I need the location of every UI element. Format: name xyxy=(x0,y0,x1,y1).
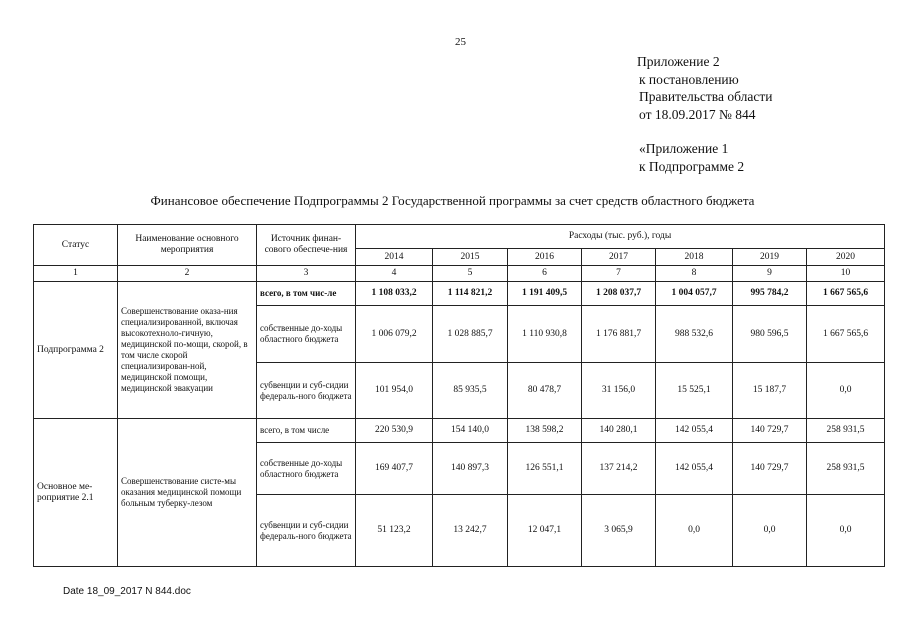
value-cell: 1 110 930,8 xyxy=(508,306,582,363)
footer-filename: Date 18_09_2017 N 844.doc xyxy=(63,586,191,597)
value-cell: 0,0 xyxy=(656,495,733,567)
column-number: 3 xyxy=(257,266,356,282)
value-cell: 1 208 037,7 xyxy=(582,282,656,306)
column-number: 2 xyxy=(118,266,257,282)
year-header: 2015 xyxy=(433,249,508,266)
value-cell: 140 729,7 xyxy=(733,443,807,495)
value-cell: 1 028 885,7 xyxy=(433,306,508,363)
value-cell: 258 931,5 xyxy=(807,443,885,495)
table-row xyxy=(34,419,885,443)
value-cell: 1 108 033,2 xyxy=(356,282,433,306)
source-cell: субвенции и суб-сидии федераль-ного бюджета xyxy=(257,495,356,567)
value-cell: 980 596,5 xyxy=(733,306,807,363)
value-cell: 995 784,2 xyxy=(733,282,807,306)
value-cell: 140 280,1 xyxy=(582,419,656,443)
table-row xyxy=(34,282,885,306)
column-number: 5 xyxy=(433,266,508,282)
source-cell: субвенции и суб-сидии федераль-ного бюджета xyxy=(257,363,356,419)
value-cell: 1 667 565,6 xyxy=(807,306,885,363)
appendix-line: к Подпрограмме 2 xyxy=(639,158,745,174)
column-number: 9 xyxy=(733,266,807,282)
value-cell: 220 530,9 xyxy=(356,419,433,443)
value-cell: 0,0 xyxy=(807,495,885,567)
value-cell: 51 123,2 xyxy=(356,495,433,567)
event-cell: Совершенствование оказа-ния специализированной, включая высокотехноло-гичную, медицинской по-мощи, скорой, в том числе скорой специализирован-ной, медицинской помощи, медицинской эвакуации xyxy=(118,282,257,419)
year-header: 2014 xyxy=(356,249,433,266)
event-cell: Совершенствование систе-мы оказания медицинской помощи больным туберку-лезом xyxy=(118,419,257,567)
value-cell: 140 729,7 xyxy=(733,419,807,443)
page-number: 25 xyxy=(455,36,466,48)
year-header: 2019 xyxy=(733,249,807,266)
appendix-block xyxy=(637,53,772,175)
appendix-line: «Приложение 1 xyxy=(639,141,729,156)
value-cell: 1 004 057,7 xyxy=(656,282,733,306)
year-header: 2020 xyxy=(807,249,885,266)
status-cell: Подпрограмма 2 xyxy=(34,282,118,419)
value-cell: 15 187,7 xyxy=(733,363,807,419)
year-header: 2018 xyxy=(656,249,733,266)
value-cell: 101 954,0 xyxy=(356,363,433,419)
appendix-line: к постановлению xyxy=(639,71,739,87)
value-cell: 80 478,7 xyxy=(508,363,582,419)
value-cell: 142 055,4 xyxy=(656,419,733,443)
year-header: 2017 xyxy=(582,249,656,266)
source-cell: собственные до-ходы областного бюджета xyxy=(257,443,356,495)
value-cell: 138 598,2 xyxy=(508,419,582,443)
value-cell: 142 055,4 xyxy=(656,443,733,495)
value-cell: 154 140,0 xyxy=(433,419,508,443)
header-event: Наименование основного мероприятия xyxy=(118,225,257,266)
value-cell: 1 176 881,7 xyxy=(582,306,656,363)
value-cell: 137 214,2 xyxy=(582,443,656,495)
value-cell: 0,0 xyxy=(807,363,885,419)
value-cell: 169 407,7 xyxy=(356,443,433,495)
financing-table xyxy=(33,224,885,567)
source-cell: всего, в том числе xyxy=(257,419,356,443)
document-title: Финансовое обеспечение Подпрограммы 2 Государственной программы за счет средств областного бюджета xyxy=(150,193,755,208)
column-number: 4 xyxy=(356,266,433,282)
header-expenses: Расходы (тыс. руб.), годы xyxy=(356,225,885,249)
year-header: 2016 xyxy=(508,249,582,266)
value-cell: 1 006 079,2 xyxy=(356,306,433,363)
value-cell: 140 897,3 xyxy=(433,443,508,495)
appendix-line: от 18.09.2017 № 844 xyxy=(639,106,756,122)
value-cell: 1 667 565,6 xyxy=(807,282,885,306)
value-cell: 85 935,5 xyxy=(433,363,508,419)
column-number: 1 xyxy=(34,266,118,282)
column-number: 8 xyxy=(656,266,733,282)
value-cell: 126 551,1 xyxy=(508,443,582,495)
value-cell: 3 065,9 xyxy=(582,495,656,567)
value-cell: 13 242,7 xyxy=(433,495,508,567)
status-cell: Основное ме-роприятие 2.1 xyxy=(34,419,118,567)
source-cell: всего, в том чис-ле xyxy=(257,282,356,306)
value-cell: 0,0 xyxy=(733,495,807,567)
appendix-line: Правительства области xyxy=(639,89,773,104)
value-cell: 1 114 821,2 xyxy=(433,282,508,306)
column-number: 6 xyxy=(508,266,582,282)
value-cell: 31 156,0 xyxy=(582,363,656,419)
value-cell: 1 191 409,5 xyxy=(508,282,582,306)
column-number: 10 xyxy=(807,266,885,282)
appendix-line: Приложение 2 xyxy=(637,54,720,69)
header-status: Статус xyxy=(34,225,118,266)
header-source: Источник финан-сового обеспече-ния xyxy=(257,225,356,266)
value-cell: 988 532,6 xyxy=(656,306,733,363)
value-cell: 15 525,1 xyxy=(656,363,733,419)
source-cell: собственные до-ходы областного бюджета xyxy=(257,306,356,363)
value-cell: 258 931,5 xyxy=(807,419,885,443)
column-number: 7 xyxy=(582,266,656,282)
value-cell: 12 047,1 xyxy=(508,495,582,567)
